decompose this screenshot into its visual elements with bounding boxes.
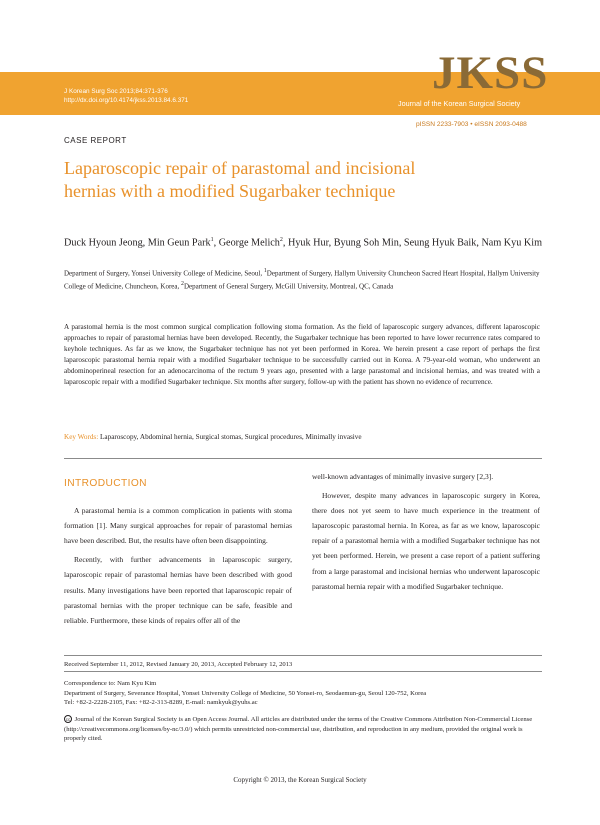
author-list bbox=[64, 233, 544, 250]
affiliation-marker: 1 bbox=[263, 268, 267, 274]
divider bbox=[64, 458, 542, 459]
body-column-left bbox=[64, 476, 292, 628]
body-column-right bbox=[312, 469, 540, 594]
keywords-list: Laparoscopy, Abdominal hernia, Surgical stomas, Surgical procedures, Minimally invasive bbox=[100, 433, 362, 441]
article-type: CASE REPORT bbox=[64, 136, 127, 145]
title-line-1: Laparoscopic repair of parastomal and incisional bbox=[64, 158, 416, 178]
journal-logo: JKSS bbox=[432, 47, 549, 99]
author-separator: , bbox=[213, 237, 219, 249]
license-text: Journal of the Korean Surgical Society is an Open Access Journal. All articles are distributed under the terms of the Creative Commons Attribution Non-Commercial License (http://creativecommons.org/licenses/by-nc/3.0/) which permits unrestricted non-commercial use, distribution, and reproduction in any medium, provided the original work is properly cited. bbox=[64, 716, 533, 743]
author-affiliation-marker: 2 bbox=[279, 237, 283, 243]
author-separator: , bbox=[476, 237, 482, 249]
abstract: A parastomal hernia is the most common surgical complication following stoma formation. As the field of laparoscopic surgery advances, different laparoscopic approaches to repair of parastomal hernias have been developed. Recently, the Sugarbaker technique has been reported to have lower recurrence rates compared to keyhole techniques. As far as we know, the Sugarbaker technique has not yet been performed in Korea. We herein present a case report of perhaps the first laparoscopic parastomal hernia repair with a modified Sugarbaker technique to be successfully carried out in Korea. A 79-year-old woman, who underwent an abdominoperineal resection for an adenocarcinoma of the rectum 9 years ago, presented with a large parastomal and incisional hernias, and was treated with a laparoscopic repair with a modified Sugarbaker technique. Six months after surgery, follow-up with the patient has shown no evidence of recurrence. bbox=[64, 323, 540, 386]
paragraph: A parastomal hernia is a common complication in patients with stoma formation [1]. Many surgical approaches for repair of parastomal hernias have been described. But, the results have often been disappointing. bbox=[64, 506, 292, 546]
correspondence-contact[interactable]: Tel: +82-2-2228-2105, Fax: +82-2-313-8289, E-mail: namkyuk@yuhs.ac bbox=[64, 699, 258, 707]
author-name: Duck Hyoun Jeong bbox=[64, 237, 143, 249]
affiliations bbox=[64, 266, 542, 292]
received-dates: Received September 11, 2012, Revised January 20, 2013, Accepted February 12, 2013 bbox=[64, 661, 293, 668]
author-affiliation-marker: 1 bbox=[210, 237, 214, 243]
correspondence-address: Department of Surgery, Severance Hospital, Yonsei University College of Medicine, 50 Yonsei-ro, Seodaemun-gu, Seoul 120-752, Korea bbox=[64, 689, 427, 697]
title-line-2: hernias with a modified Sugarbaker technique bbox=[64, 181, 396, 201]
author-name: Seung Hyuk Baik bbox=[403, 237, 477, 249]
author-name: Byung Soh Min bbox=[333, 237, 399, 249]
correspondence-name: Correspondence to: Nam Kyu Kim bbox=[64, 680, 157, 687]
author-separator: , bbox=[398, 237, 404, 249]
correspondence bbox=[64, 679, 544, 708]
creative-commons-icon: cc bbox=[65, 717, 71, 723]
citation-volume: J Korean Surg Soc 2013;84:371-376 bbox=[64, 88, 168, 95]
divider bbox=[64, 655, 542, 656]
citation-doi-link[interactable]: http://dx.doi.org/10.4174/jkss.2013.84.6.371 bbox=[64, 97, 189, 104]
copyright: Copyright © 2013, the Korean Surgical Society bbox=[233, 776, 367, 784]
affiliation-yonsei: Department of Surgery, Yonsei University College of Medicine, Seoul, bbox=[64, 269, 264, 278]
paragraph: well-known advantages of minimally invasive surgery [2,3]. bbox=[312, 472, 494, 481]
divider bbox=[64, 671, 542, 672]
author-separator: , bbox=[282, 237, 288, 249]
journal-name: Journal of the Korean Surgical Society bbox=[398, 99, 521, 108]
author-separator: , bbox=[142, 237, 148, 249]
author-name: Min Geun Park bbox=[147, 237, 211, 249]
article-title bbox=[64, 157, 544, 203]
paragraph: Recently, with further advancements in laparoscopic surgery, laparoscopic repair of parastomal hernias have been described with good results. Many investigations have been reported that laparoscopic repair of parastomal hernias with the proper technique can be safe, feasible and reliable. Furthermore, these kinds of repairs offer all of the bbox=[64, 555, 292, 625]
author-name: Nam Kyu Kim bbox=[481, 237, 543, 249]
issn-line: pISSN 2233-7903 • eISSN 2093-0488 bbox=[416, 121, 527, 128]
author-name: George Melich bbox=[218, 237, 280, 249]
keywords bbox=[64, 432, 540, 443]
citation-block bbox=[64, 87, 188, 105]
keywords-label: Key Words: bbox=[64, 433, 99, 441]
paragraph: However, despite many advances in laparoscopic surgery in Korea, there does not yet seem to have much experience in the treatment of laparoscopic parastomal hernia. In Korea, as far as we know, laparoscopic repair of a parastomal hernia with a modified Sugarbaker technique has not yet been performed. Herein, we present a case report of a patient suffering from a large parastomal and incisional hernias who underwent laparoscopic parastomal hernia repair with a modified Sugarbaker technique. bbox=[312, 491, 540, 591]
author-separator: , bbox=[328, 237, 334, 249]
affiliation-mcgill: Department of General Surgery, McGill University, Montreal, QC, Canada bbox=[183, 282, 394, 291]
section-heading-introduction: INTRODUCTION bbox=[64, 478, 147, 489]
affiliation-hallym: Department of Surgery, Hallym University Chuncheon Sacred Heart Hospital, Hallym University College of Medicine, Chuncheon, Korea, bbox=[64, 269, 540, 291]
license-statement bbox=[64, 715, 540, 744]
author-name: Hyuk Hur bbox=[287, 237, 329, 249]
affiliation-marker: 2 bbox=[181, 280, 184, 287]
